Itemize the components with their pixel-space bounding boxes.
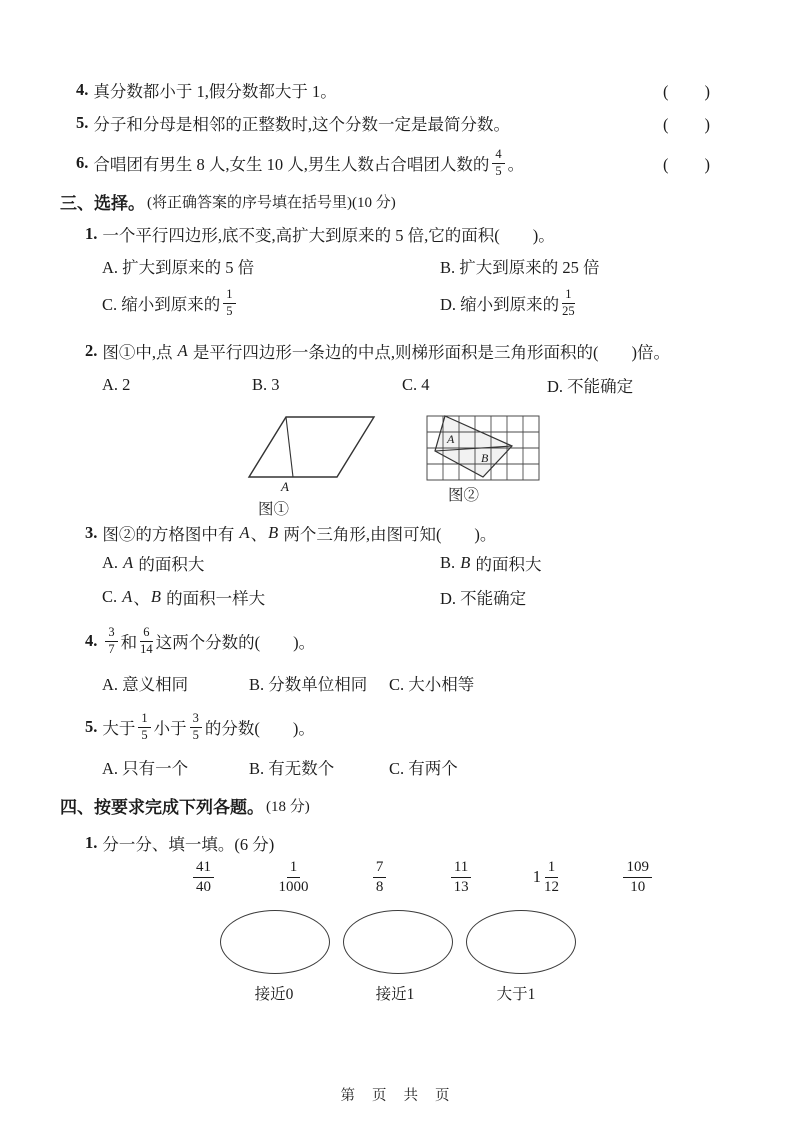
option-d: D. 不能确定 xyxy=(440,589,527,608)
option-a: A. 只有一个 xyxy=(102,759,189,778)
question-number: 4. xyxy=(76,80,89,99)
bin-label-near-1: 接近1 xyxy=(375,986,415,1003)
option-c: C. A 、 B 的面积一样大 xyxy=(102,587,266,608)
question-text: 图①中,点 A 是平行四边形一条边的中点,则梯形面积是三角形面积的( )倍。 xyxy=(102,341,670,362)
section-note: (18 分) xyxy=(266,798,310,815)
choice-q5-options xyxy=(60,755,735,779)
question-text: $\frac{3}{7}$ 和 $\frac{6}{14}$ 这两个分数的( )。 xyxy=(102,626,315,657)
option-c: C. 缩小到原来的 $\frac{1}{5}$ xyxy=(102,288,440,319)
bin-labels xyxy=(220,982,735,1004)
option-b: B. 扩大到原来的 25 倍 xyxy=(440,258,600,277)
fraction-41-40: $\frac{41}{40}$ xyxy=(190,859,217,895)
choice-question-5 xyxy=(60,707,735,747)
fraction-1-1000: $\frac{1}{1000}$ xyxy=(278,859,309,895)
fraction-7-8: $\frac{7}{8}$ xyxy=(370,859,390,895)
mixed-number-1-1-12: 1 $\frac{1}{12}$ xyxy=(532,859,560,895)
section-three-header xyxy=(60,188,735,214)
choice-question-3 xyxy=(60,521,735,545)
option-c: C. 4 xyxy=(402,375,430,394)
option-a: A. A 的面积大 xyxy=(102,553,205,574)
page-footer: 第 页 共 页 xyxy=(340,1088,453,1104)
triangle-b-label: B xyxy=(481,451,489,465)
bin-label-near-0: 接近0 xyxy=(254,986,294,1003)
question-number: 5. xyxy=(76,113,89,132)
figures-row xyxy=(60,413,735,519)
answer-bracket: ( ) xyxy=(663,155,711,174)
section-title: 四、按要求完成下列各题。 xyxy=(60,797,264,817)
option-b: B. 有无数个 xyxy=(249,759,335,778)
option-d: D. 缩小到原来的 $\frac{1}{25}$ xyxy=(440,286,575,318)
question-number: 2. xyxy=(85,341,98,360)
question-text: 一个平行四边形,底不变,高扩大到原来的 5 倍,它的面积( )。 xyxy=(102,226,555,245)
figure-2 xyxy=(426,415,540,505)
sorting-bins xyxy=(220,910,735,974)
choice-question-1 xyxy=(60,222,735,246)
option-b: B. B 的面积大 xyxy=(440,553,542,574)
option-a: A. 意义相同 xyxy=(102,675,189,694)
question-number: 1. xyxy=(85,224,98,243)
question-number: 6. xyxy=(76,153,89,172)
figure-2-caption: 图② xyxy=(448,487,480,504)
question-text: 分一分、填一填。(6 分) xyxy=(102,835,275,854)
option-c: C. 有两个 xyxy=(389,759,458,778)
choice-q1-options-ab xyxy=(60,254,735,278)
grid-triangles-figure xyxy=(426,415,540,481)
question-number: 4. xyxy=(85,631,98,650)
fractions-to-sort xyxy=(190,859,655,895)
choice-q3-options-cd xyxy=(60,585,735,609)
choice-q3-options-ab xyxy=(60,551,735,575)
question-number: 3. xyxy=(85,523,98,542)
question-text: 合唱团有男生 8 人,女生 10 人,男生人数占合唱团人数的 $\frac{4}{5}$ 。 xyxy=(93,146,525,178)
question-text: 大于 $\frac{1}{5}$ 小于 $\frac{3}{5}$ 的分数( )。 xyxy=(102,710,315,742)
choice-question-4 xyxy=(60,621,735,661)
section-note: (将正确答案的序号填在括号里)(10 分) xyxy=(147,194,396,211)
judge-question-row-6 xyxy=(60,144,735,182)
option-c: C. 大小相等 xyxy=(389,675,475,694)
question-number: 5. xyxy=(85,717,98,736)
section-title: 三、选择。 xyxy=(60,193,145,213)
bin-oval-greater-1 xyxy=(466,910,576,974)
choice-q2-options xyxy=(60,373,735,397)
bin-oval-near-1 xyxy=(343,910,453,974)
bin-oval-near-0 xyxy=(220,910,330,974)
point-a-label: A xyxy=(281,479,289,494)
option-b: B. 分数单位相同 xyxy=(249,675,368,694)
question-number: 1. xyxy=(85,833,98,852)
parallelogram-figure xyxy=(246,413,378,495)
judge-question-row-5 xyxy=(60,111,735,135)
question-text: 分子和分母是相邻的正整数时,这个分数一定是最简分数。 xyxy=(93,115,510,134)
fraction-109-10: $\frac{109}{10}$ xyxy=(620,859,655,895)
figure-1-caption: 图① xyxy=(258,501,290,518)
option-a: A. 扩大到原来的 5 倍 xyxy=(102,258,255,277)
bin-label-greater-1: 大于1 xyxy=(496,986,536,1003)
choice-q4-options xyxy=(60,671,735,695)
figure-1 xyxy=(246,413,378,519)
option-a: A. 2 xyxy=(102,375,131,394)
question-text: 图②的方格图中有 A 、 B 两个三角形,由图可知( )。 xyxy=(102,523,497,544)
triangle-a-label: A xyxy=(447,432,455,446)
choice-q1-options-cd xyxy=(60,282,735,324)
judge-question-row-4 xyxy=(60,78,735,102)
option-d: D. 不能确定 xyxy=(547,377,634,396)
option-b: B. 3 xyxy=(252,375,280,394)
question-text: 真分数都小于 1,假分数都大于 1。 xyxy=(93,82,337,101)
answer-bracket: ( ) xyxy=(663,82,711,101)
choice-question-2 xyxy=(60,338,735,364)
section4-question-1 xyxy=(60,831,735,855)
fraction-11-13: $\frac{11}{13}$ xyxy=(448,859,474,895)
answer-bracket: ( ) xyxy=(663,115,711,134)
section-four-header xyxy=(60,792,735,818)
